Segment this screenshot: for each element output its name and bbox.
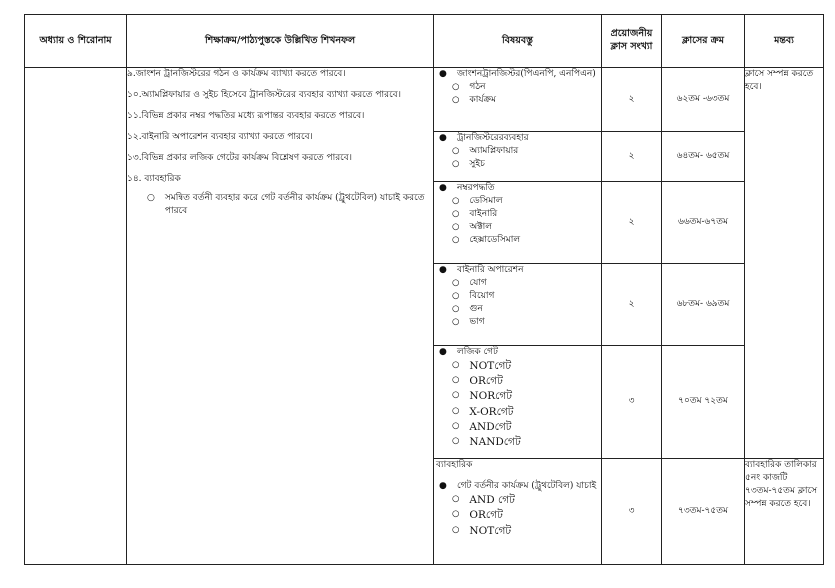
circle-bullet-icon: ○ <box>452 95 460 106</box>
class-order: ৬৮তম- ৬৯তম <box>662 264 745 346</box>
circle-bullet-icon: ○ <box>452 235 460 246</box>
circle-bullet-icon: ○ <box>452 196 460 207</box>
topic-title: নম্বরপদ্ধতি <box>457 183 495 193</box>
lesson-plan-table <box>24 14 824 565</box>
list-item: ○ হেক্সাডেসিমাল <box>452 234 601 247</box>
bullet-icon: ● <box>439 265 447 275</box>
circle-bullet-icon: ○ <box>452 304 460 315</box>
list-item: ○ ORগেট <box>452 374 601 389</box>
header-classes-needed: প্রয়োজনীয় ক্লাস সংখ্যা <box>602 15 662 68</box>
content-cell <box>434 346 602 459</box>
circle-bullet-icon: ○ <box>147 193 155 204</box>
remarks-cell-top <box>745 68 824 459</box>
topic-title: লজিক গেট <box>457 347 498 357</box>
list-item: ○ ভাগ <box>452 316 601 329</box>
topic-title: জাংশনট্রানজিস্টর(পিএনপি, এনপিএন) <box>457 69 596 79</box>
header-row <box>25 15 824 68</box>
outcome-item: ১৪. ব্যাবহারিক <box>127 174 181 185</box>
circle-bullet-icon: ○ <box>452 317 460 328</box>
header-remarks: মন্তব্য <box>745 15 824 68</box>
list-item: ○ NORগেট <box>452 389 601 404</box>
class-order: ৬৬তম-৬৭তম <box>662 182 745 264</box>
list-item: ○ ANDগেট <box>452 420 601 435</box>
circle-bullet-icon: ○ <box>452 146 460 157</box>
classes-count: ২ <box>602 68 662 132</box>
list-item: ○ ডেসিমাল <box>452 195 601 208</box>
class-order: ৭৩তম-৭৫তম <box>662 459 745 565</box>
header-content: বিষয়বস্তু <box>434 15 602 68</box>
circle-bullet-icon: ○ <box>452 159 460 170</box>
circle-bullet-icon: ○ <box>452 222 460 233</box>
list-item: ○ অক্টাল <box>452 221 601 234</box>
circle-bullet-icon: ○ <box>452 291 460 302</box>
circle-bullet-icon: ○ <box>452 390 460 401</box>
list-item: ○ বিয়োগ <box>452 290 601 303</box>
class-order: ৬৪তম- ৬৫তম <box>662 132 745 182</box>
header-class-order: ক্লাসের ক্রম <box>662 15 745 68</box>
list-item: ○ গঠন <box>452 81 601 94</box>
circle-bullet-icon: ○ <box>452 375 460 386</box>
topic-pre-title: ব্যাবহারিক <box>436 460 473 470</box>
circle-bullet-icon: ○ <box>452 209 460 220</box>
outcome-item: ১০.অ্যামপ্লিফায়ার ও সুইচ হিসেবে ট্রানজিস্টরের ব্যবহার ব্যাখ্যা করতে পারবে। <box>127 90 401 101</box>
circle-bullet-icon: ○ <box>452 524 460 535</box>
classes-count: ৩ <box>602 459 662 565</box>
remark-text: ক্লাসে সম্পন্ন করতে হবে। <box>745 69 814 93</box>
circle-bullet-icon: ○ <box>452 494 460 505</box>
topic-title: ট্রানজিস্টরেরব্যবহার <box>457 133 529 143</box>
outcome-item: ৯.জাংশন ট্রানজিস্টরের গঠন ও কার্যক্রম ব্যাখ্যা করতে পারবে। <box>127 69 346 79</box>
circle-bullet-icon: ○ <box>452 278 460 289</box>
circle-bullet-icon: ○ <box>452 509 460 520</box>
header-outcomes: শিক্ষাক্রম/পাঠ্যপুস্তকে উল্লিখিত শিখনফল <box>127 15 434 68</box>
chapter-cell <box>25 68 127 565</box>
list-item: ○ অ্যামপ্লিফায়ার <box>452 145 601 158</box>
circle-bullet-icon: ○ <box>452 436 460 447</box>
list-item: ○ X-ORগেট <box>452 405 601 420</box>
topic-title: গেট বর্তনীর কার্যক্রম (ট্রুথটেবিল) যাচাই <box>457 481 597 492</box>
list-item: ○ কার্যক্রম <box>452 94 601 107</box>
list-item: ○ NOTগেট <box>452 524 601 539</box>
outcome-item: ১২.বাইনারি অপারেশন ব্যবহার ব্যাখ্যা করতে পারবে। <box>127 132 313 143</box>
content-cell <box>434 132 602 182</box>
list-item: ○ NOTগেট <box>452 359 601 374</box>
topic-title: বাইনারি অপারেশন <box>457 265 524 275</box>
bullet-icon: ● <box>439 347 447 357</box>
outcome-item: ১৩.বিভিন্ন প্রকার লজিক গেটের কার্যক্রম বিশ্লেষণ করতে পারবে। <box>127 153 353 164</box>
bullet-icon: ● <box>439 183 447 193</box>
list-item: ○ ORগেট <box>452 508 601 523</box>
bullet-icon: ● <box>439 481 447 492</box>
content-cell <box>434 182 602 264</box>
outcomes-cell <box>127 68 434 565</box>
classes-count: ২ <box>602 264 662 346</box>
bullet-icon: ● <box>439 69 447 79</box>
header-chapter: অধ্যায় ও শিরোনাম <box>25 15 127 68</box>
list-item: ○ বাইনারি <box>452 208 601 221</box>
circle-bullet-icon: ○ <box>452 420 460 431</box>
list-item: ○ যোগ <box>452 277 601 290</box>
list-item: ○ AND গেট <box>452 493 601 508</box>
outcome-sub-text: সমন্বিত বর্তনী ব্যবহার করে গেট বর্তনীর কার্যক্রম (ট্রুথটেবিল) যাচাই করতে পারবে <box>164 193 425 217</box>
content-cell <box>434 264 602 346</box>
outcome-sub-item <box>127 192 433 218</box>
circle-bullet-icon: ○ <box>452 82 460 93</box>
list-item: ○ NANDগেট <box>452 435 601 450</box>
classes-count: ২ <box>602 132 662 182</box>
classes-count: ৩ <box>602 346 662 459</box>
content-cell <box>434 459 602 565</box>
list-item: ○ সুইচ <box>452 158 601 171</box>
table-row <box>25 68 824 132</box>
class-order: ৭০তম ৭২তম <box>662 346 745 459</box>
remarks-cell-bottom <box>745 459 824 565</box>
class-order: ৬২তম -৬৩তম <box>662 68 745 132</box>
circle-bullet-icon: ○ <box>452 360 460 371</box>
bullet-icon: ● <box>439 133 447 143</box>
circle-bullet-icon: ○ <box>452 405 460 416</box>
outcome-item: ১১.বিভিন্ন প্রকার নম্বর পদ্ধতির মধ্যে রূপান্তর ব্যবহার করতে পারবে। <box>127 111 365 122</box>
list-item: ○ গুন <box>452 303 601 316</box>
classes-count: ২ <box>602 182 662 264</box>
content-cell <box>434 68 602 132</box>
remark-text: ব্যাবহারিক তালিকার ৫নং কাজটি ৭৩তম-৭৫তম ক্লাসে সম্পন্ন করতে হবে। <box>745 460 818 510</box>
